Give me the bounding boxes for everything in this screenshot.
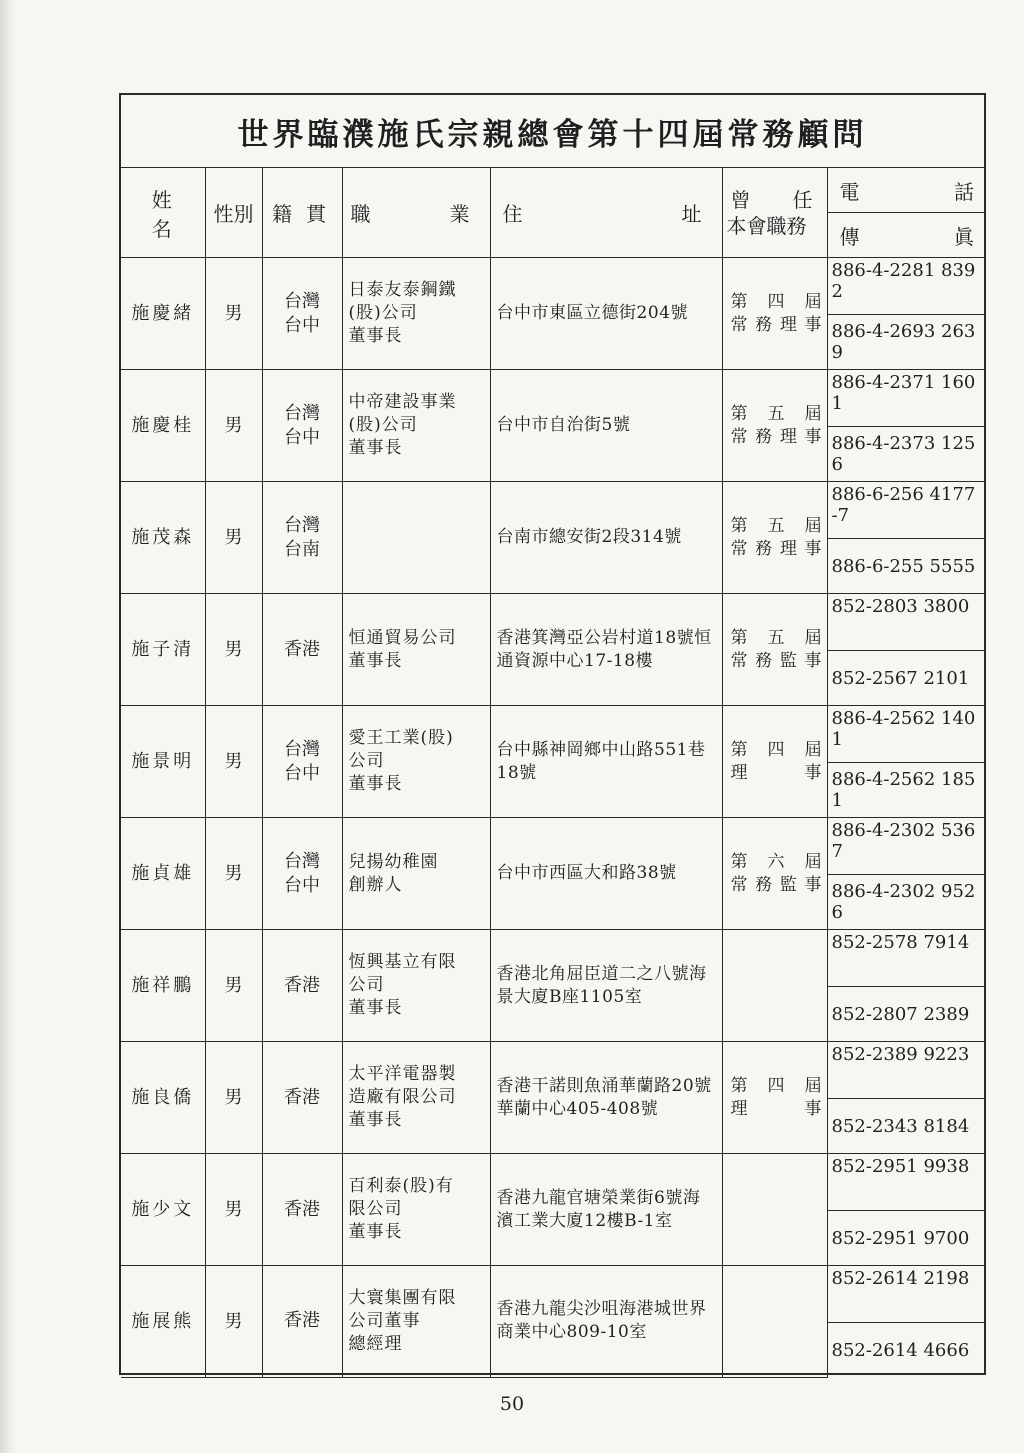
page-title: 世界臨濮施氏宗親總會第十四屆常務顧問 — [121, 95, 984, 168]
person-occupation: 兒揚幼稚園 創辦人 — [342, 818, 490, 930]
person-name: 施良僑 — [121, 1042, 205, 1154]
person-address: 台中市西區大和路38號 — [490, 818, 722, 930]
person-telephone: 852-2389 9223 — [827, 1042, 984, 1099]
person-occupation: 太平洋電器製 造廠有限公司 董事長 — [342, 1042, 490, 1154]
person-origin: 台灣 台南 — [262, 482, 342, 594]
person-name: 施祥鵬 — [121, 930, 205, 1042]
person-fax: 852-2567 2101 — [827, 651, 984, 706]
person-name: 施貞雄 — [121, 818, 205, 930]
person-address: 台中市自治街5號 — [490, 370, 722, 482]
header-name: 姓名 — [121, 168, 205, 258]
person-former-post: 第四屆 常務理事 — [722, 258, 827, 370]
person-address: 台南市總安街2段314號 — [490, 482, 722, 594]
page-number: 50 — [499, 1393, 525, 1415]
table-row — [121, 1154, 984, 1211]
person-sex: 男 — [205, 370, 262, 482]
person-name: 施景明 — [121, 706, 205, 818]
advisor-table — [121, 168, 984, 1378]
person-sex: 男 — [205, 1154, 262, 1266]
person-name: 施展熊 — [121, 1266, 205, 1378]
person-sex: 男 — [205, 1042, 262, 1154]
person-fax: 886-6-255 5555 — [827, 539, 984, 594]
person-address: 香港九龍尖沙咀海港城世界商業中心809-10室 — [490, 1266, 722, 1378]
table-row — [121, 1042, 984, 1099]
person-occupation: 愛王工業(股) 公司 董事長 — [342, 706, 490, 818]
person-address: 香港箕灣亞公岩村道18號恒通資源中心17-18樓 — [490, 594, 722, 706]
person-telephone: 852-2803 3800 — [827, 594, 984, 651]
person-former-post: 第六屆 常務監事 — [722, 818, 827, 930]
person-origin: 台灣 台中 — [262, 706, 342, 818]
table-row — [121, 482, 984, 539]
person-former-post: 第四屆 理事 — [722, 1042, 827, 1154]
person-fax: 886-4-2562 1851 — [827, 763, 984, 818]
person-telephone: 886-4-2302 5367 — [827, 818, 984, 875]
person-sex: 男 — [205, 930, 262, 1042]
person-address: 香港北角屈臣道二之八號海景大廈B座1105室 — [490, 930, 722, 1042]
header-post: 曾 任 本會職務 — [722, 168, 827, 258]
person-origin: 台灣 台中 — [262, 258, 342, 370]
person-origin: 香港 — [262, 930, 342, 1042]
person-address: 台中市東區立德街204號 — [490, 258, 722, 370]
person-name: 施少文 — [121, 1154, 205, 1266]
page-edge — [0, 0, 16, 1453]
person-fax: 852-2807 2389 — [827, 987, 984, 1042]
person-telephone: 886-4-2562 1401 — [827, 706, 984, 763]
person-name: 施茂森 — [121, 482, 205, 594]
table-row — [121, 818, 984, 875]
person-sex: 男 — [205, 258, 262, 370]
person-former-post — [722, 1266, 827, 1378]
person-former-post: 第五屆 常務理事 — [722, 482, 827, 594]
person-fax: 852-2343 8184 — [827, 1099, 984, 1154]
person-occupation: 日泰友泰鋼鐵 (股)公司 董事長 — [342, 258, 490, 370]
header-origin: 籍貫 — [262, 168, 342, 258]
person-origin: 香港 — [262, 1042, 342, 1154]
person-occupation: 中帝建設事業 (股)公司 董事長 — [342, 370, 490, 482]
person-sex: 男 — [205, 706, 262, 818]
person-fax: 886-4-2373 1256 — [827, 427, 984, 482]
header-sex: 性別 — [205, 168, 262, 258]
person-address: 香港九龍官塘榮業街6號海濱工業大廈12樓B-1室 — [490, 1154, 722, 1266]
person-former-post: 第五屆 常務理事 — [722, 370, 827, 482]
person-origin: 香港 — [262, 1154, 342, 1266]
header-job: 職 業 — [342, 168, 490, 258]
person-sex: 男 — [205, 818, 262, 930]
person-name: 施子清 — [121, 594, 205, 706]
person-name: 施慶桂 — [121, 370, 205, 482]
table-row — [121, 930, 984, 987]
person-former-post — [722, 1154, 827, 1266]
person-occupation: 大寰集團有限 公司董事 總經理 — [342, 1266, 490, 1378]
person-address: 香港干諾則魚涌華蘭路20號華蘭中心405-408號 — [490, 1042, 722, 1154]
person-name: 施慶緒 — [121, 258, 205, 370]
person-fax: 886-4-2302 9526 — [827, 875, 984, 930]
person-sex: 男 — [205, 594, 262, 706]
roster-frame — [119, 93, 986, 1375]
person-origin: 香港 — [262, 594, 342, 706]
table-row — [121, 258, 984, 315]
person-former-post: 第四屆 理事 — [722, 706, 827, 818]
header-fax: 傳 眞 — [827, 213, 984, 258]
person-former-post — [722, 930, 827, 1042]
person-address: 台中縣神岡鄉中山路551巷18號 — [490, 706, 722, 818]
person-telephone: 886-4-2371 1601 — [827, 370, 984, 427]
person-occupation — [342, 482, 490, 594]
header-tel: 電 話 — [827, 168, 984, 213]
person-telephone: 886-6-256 4177 -7 — [827, 482, 984, 539]
person-origin: 香港 — [262, 1266, 342, 1378]
person-telephone: 852-2614 2198 — [827, 1266, 984, 1323]
person-occupation: 恆興基立有限 公司 董事長 — [342, 930, 490, 1042]
person-fax: 886-4-2693 2639 — [827, 315, 984, 370]
person-telephone: 886-4-2281 8392 — [827, 258, 984, 315]
table-row — [121, 706, 984, 763]
header-address: 住 址 — [490, 168, 722, 258]
table-row — [121, 1266, 984, 1323]
person-former-post: 第五屆 常務監事 — [722, 594, 827, 706]
person-fax: 852-2951 9700 — [827, 1211, 984, 1266]
header-row — [121, 168, 984, 213]
table-row — [121, 370, 984, 427]
person-occupation: 恒通貿易公司 董事長 — [342, 594, 490, 706]
person-occupation: 百利泰(股)有 限公司 董事長 — [342, 1154, 490, 1266]
table-row — [121, 594, 984, 651]
person-sex: 男 — [205, 482, 262, 594]
person-origin: 台灣 台中 — [262, 370, 342, 482]
person-origin: 台灣 台中 — [262, 818, 342, 930]
person-telephone: 852-2951 9938 — [827, 1154, 984, 1211]
person-fax: 852-2614 4666 — [827, 1323, 984, 1378]
person-sex: 男 — [205, 1266, 262, 1378]
person-telephone: 852-2578 7914 — [827, 930, 984, 987]
